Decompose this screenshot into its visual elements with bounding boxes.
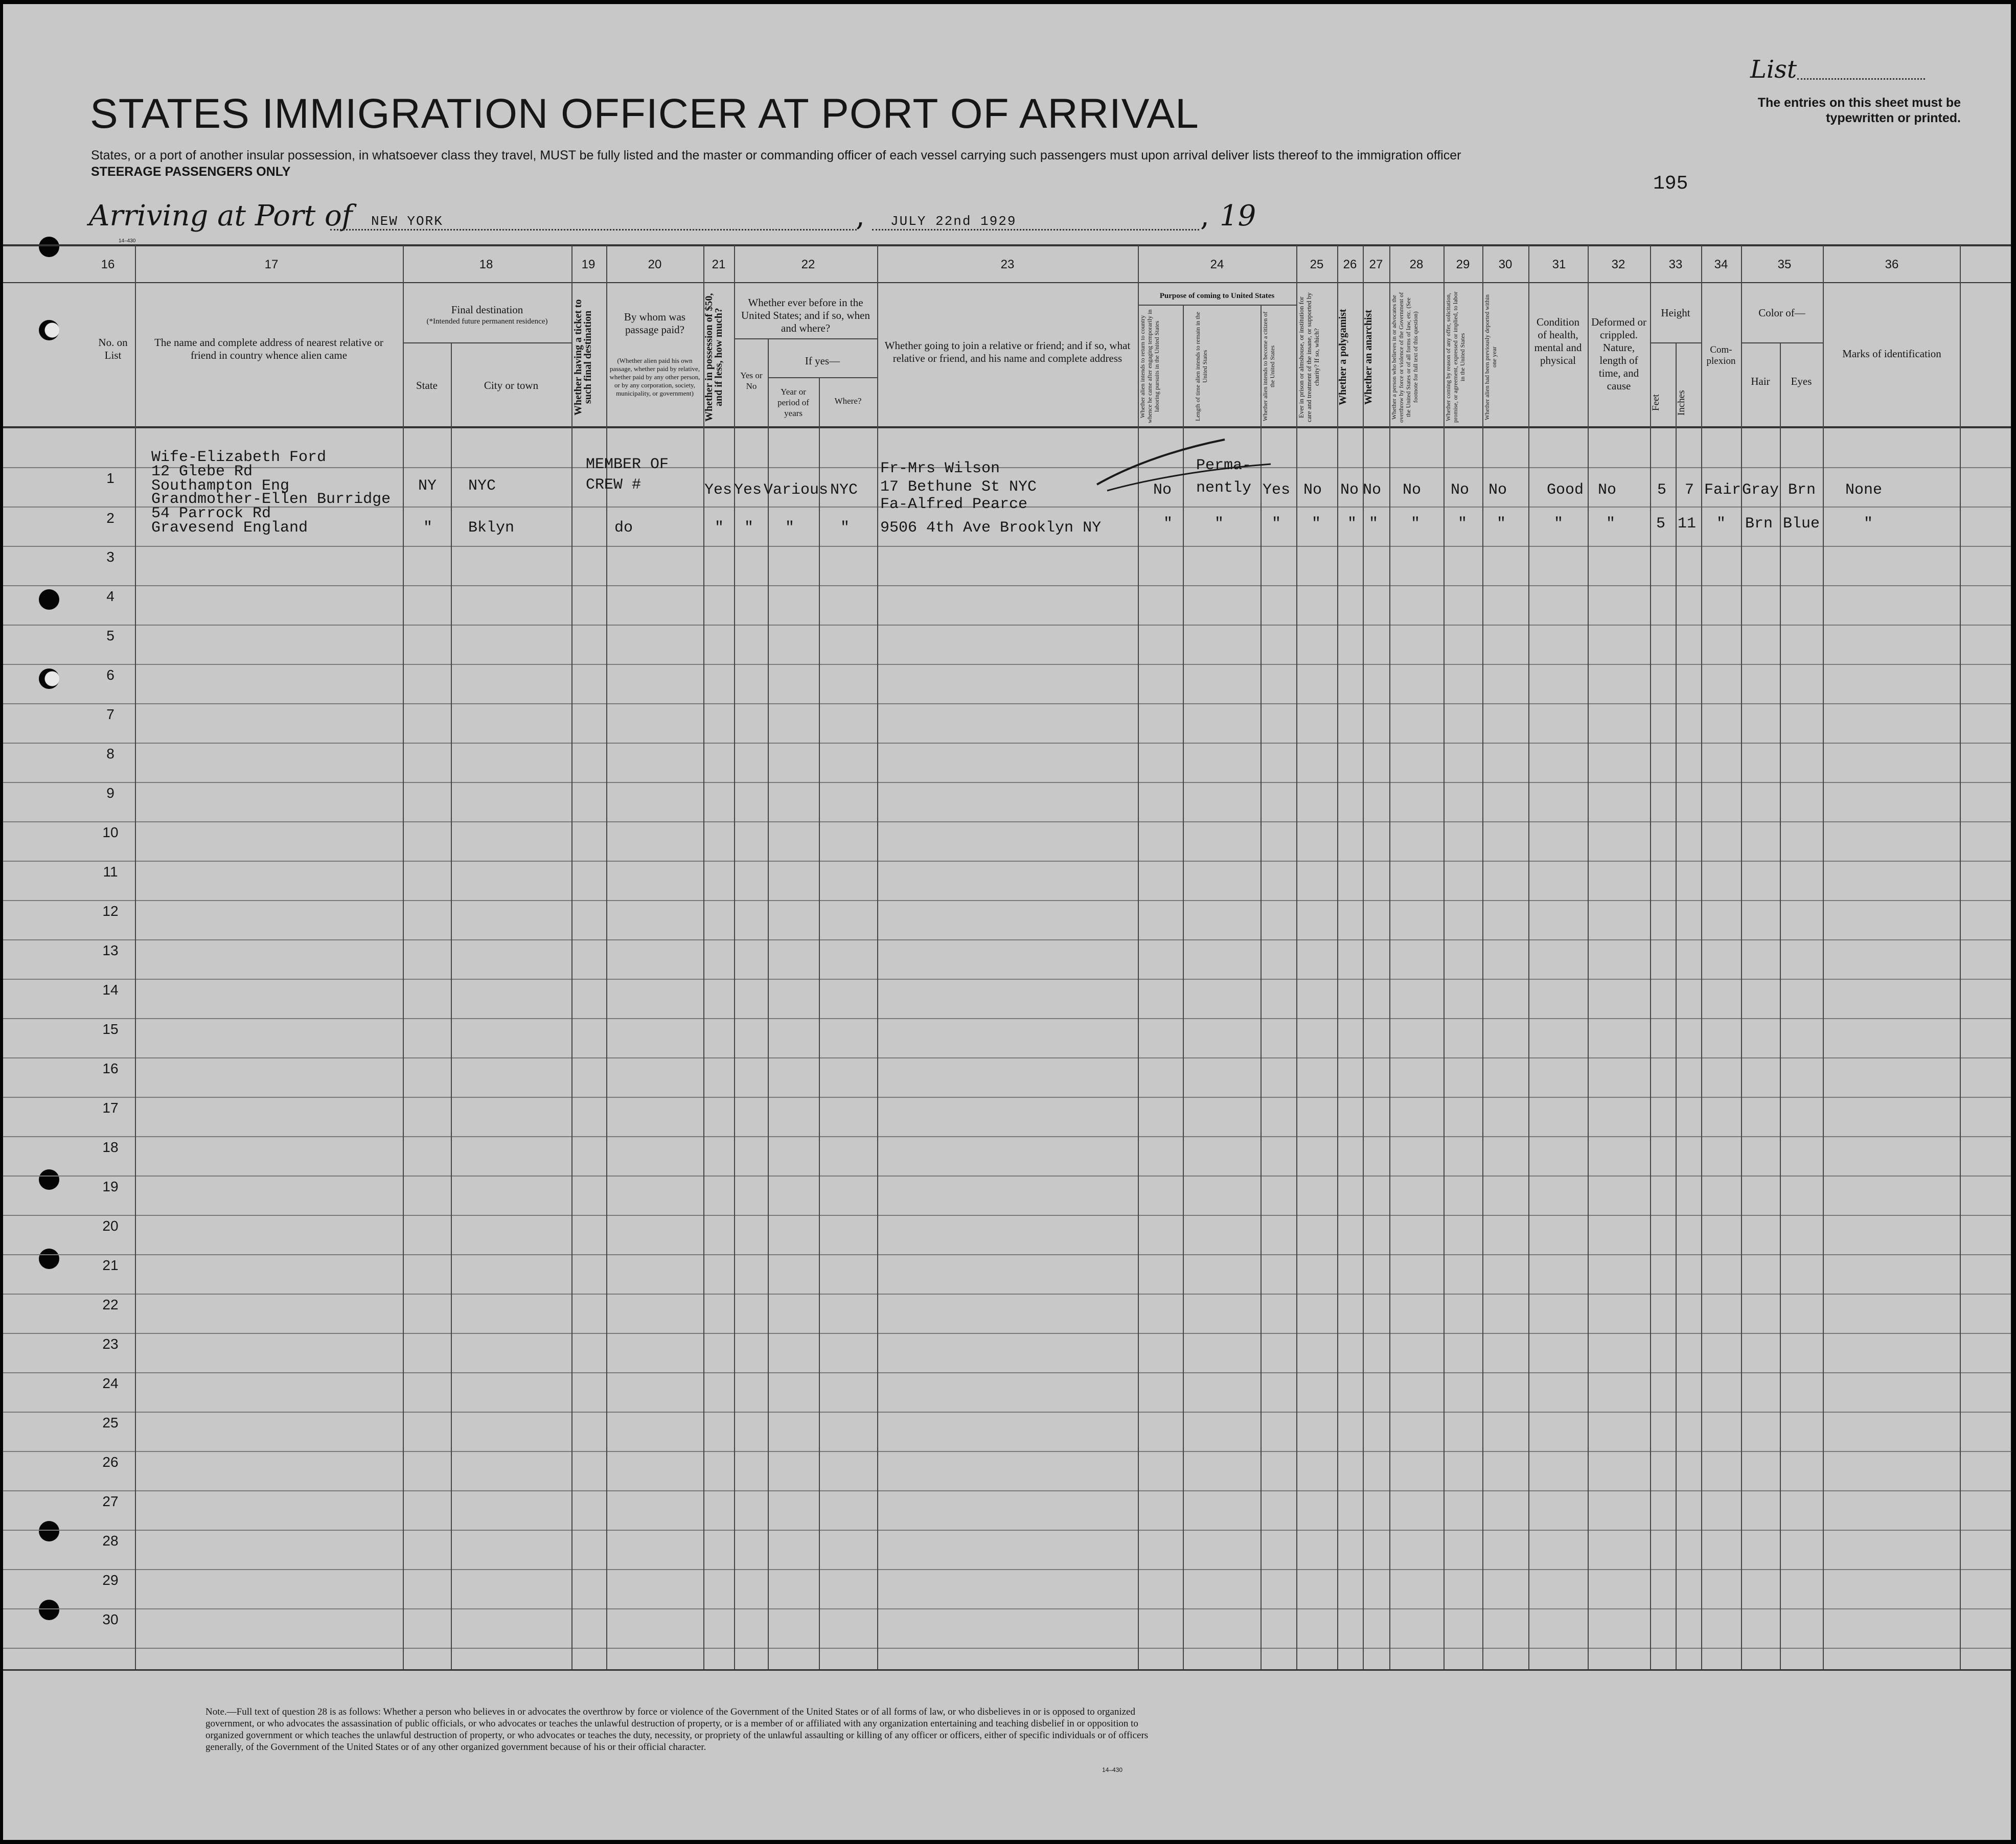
entry-state: NY <box>418 477 437 495</box>
row-number: 4 <box>106 588 114 604</box>
manifest-sheet <box>3 4 2011 1840</box>
header-ticket: Whether having a ticket to such final destination <box>572 299 593 416</box>
row-rule <box>3 1648 2011 1649</box>
header-color-of: Color of— <box>1758 307 1805 319</box>
row-number: 2 <box>106 510 114 526</box>
entry-passage: MEMBER OF <box>586 456 669 473</box>
entry-before-yes: Yes <box>734 481 762 499</box>
row-rule <box>3 1294 2011 1295</box>
subheader-divider <box>1741 342 1823 343</box>
column-number: 25 <box>1310 258 1324 271</box>
footnote: Note.—Full text of question 28 is as follows: Whether a person who believes in or advocates the overthrow by force or violence of the Government of the United States or of all forms of law, or who disbelieves in or is opposed to organized government, or who advocates the assassination of public officials, or who advocates or teaches the unlawful destruction of property, or is a member of or affiliated with any organization entertaining and teaching disbelief in or opposition to organized government or which teaches the unlawful destruction of property, or who advocates or teaches the duty, necessity, or propriety of the unlawful assaulting or killing of any officer or officers, either of specific individuals or of officers generally, of the Government of the United States or of any other organized government because of his or their official character. <box>205 1707 1149 1753</box>
entry-inches: 7 <box>1685 481 1694 499</box>
entry-length: nently <box>1196 479 1252 497</box>
entry-complexion: " <box>1716 515 1726 533</box>
column-line <box>734 245 735 1669</box>
row-number: 8 <box>106 746 114 762</box>
subheader-divider <box>768 377 877 378</box>
header-return-intent: Whether alien intends to return to country whence he came after engaging temporarily in laboring pursuits in the United States <box>1139 309 1160 424</box>
row-number: 19 <box>102 1179 119 1194</box>
row-rule <box>3 625 2011 626</box>
form-number-bottom: 14–430 <box>1102 1766 1123 1773</box>
header-final-destination-note: (*Intended future permanent residence) <box>426 317 548 326</box>
column-number: 24 <box>1210 258 1224 271</box>
punch-hole-icon <box>39 237 59 257</box>
header-passage-paid: By whom was passage paid? <box>624 311 686 336</box>
header-if-yes: If yes— <box>805 355 840 367</box>
row-number: 14 <box>102 982 119 998</box>
column-number-divider <box>3 282 2011 283</box>
column-number: 27 <box>1369 258 1383 271</box>
row-rule <box>3 585 2011 586</box>
column-line <box>1741 245 1742 1669</box>
column-line <box>1528 245 1529 1669</box>
column-line <box>703 245 704 1669</box>
entry-health: Good <box>1547 481 1584 499</box>
row-number: 23 <box>102 1336 119 1352</box>
row-rule <box>3 1451 2011 1452</box>
column-line <box>1650 245 1651 1669</box>
column-number: 36 <box>1885 258 1899 271</box>
column-number: 23 <box>1000 258 1015 271</box>
row-number: 7 <box>106 706 114 722</box>
header-q28: Whether a person who believes in or advocates the overthrow by force or violence of the Government of the United States or of all forms of law, etc. (See footnote for full text of this question) <box>1390 292 1419 423</box>
row-number: 24 <box>102 1375 119 1391</box>
row-number: 20 <box>102 1218 119 1234</box>
header-anarchist: Whether an anarchist <box>1363 310 1374 405</box>
row-rule <box>3 861 2011 862</box>
list-label: List <box>1750 55 1797 84</box>
header-eyes: Eyes <box>1791 375 1812 387</box>
row-number: 9 <box>106 785 114 801</box>
entry-polygamist: No <box>1340 481 1359 499</box>
entry-anarchist: " <box>1369 515 1379 533</box>
row-rule <box>3 1608 2011 1609</box>
column-line <box>1296 245 1297 1669</box>
row-number: 11 <box>103 864 118 880</box>
entry-anarchist: No <box>1363 481 1382 499</box>
row-rule <box>3 1215 2011 1216</box>
entry-relative-address: 12 Glebe Rd <box>151 463 253 480</box>
port-value: NEW YORK <box>371 214 443 229</box>
header-state: State <box>416 379 438 391</box>
punch-hole-icon <box>39 1169 59 1190</box>
entry-join-relative: Fa-Alfred Pearce <box>880 496 1028 513</box>
column-number: 19 <box>581 258 595 271</box>
row-number: 26 <box>102 1454 119 1470</box>
column-line <box>1389 245 1390 1669</box>
entry-passage: CREW # <box>586 476 642 494</box>
entry-fifty-dollars: " <box>715 519 724 537</box>
row-rule <box>3 1530 2011 1531</box>
header-length-of-stay: Length of time alien intends to remain in the United States <box>1194 312 1208 421</box>
column-number: 35 <box>1777 258 1792 271</box>
entry-marks: None <box>1845 481 1883 499</box>
row-number: 16 <box>102 1061 119 1076</box>
entry-marks: " <box>1864 515 1873 533</box>
header-health: Condition of health, mental and physical <box>1534 316 1582 366</box>
row-number: 21 <box>102 1257 119 1273</box>
header-year-period: Year or period of years <box>777 387 809 418</box>
form-number-top: 14–430 <box>119 238 136 244</box>
entry-city: Bklyn <box>468 519 515 537</box>
column-line <box>1183 306 1184 1669</box>
header-relative-address: The name and complete address of nearest relative or friend in country whence alien came <box>154 336 383 361</box>
subheader-divider <box>403 342 571 343</box>
column-line <box>451 343 452 1669</box>
row-rule <box>3 900 2011 901</box>
entry-eyes: Brn <box>1788 481 1816 499</box>
header-hair: Hair <box>1751 375 1770 387</box>
row-rule <box>3 1175 2011 1177</box>
punch-hole-icon <box>39 669 59 689</box>
entry-relative-name: Grandmother-Ellen Burridge <box>151 491 391 508</box>
row-rule <box>3 1097 2011 1098</box>
entry-hair: Gray <box>1742 481 1779 499</box>
entry-before-yes: " <box>744 519 754 537</box>
entry-citizen: Yes <box>1263 481 1291 499</box>
table-top-border <box>3 244 2011 246</box>
entry-complexion: Fair <box>1704 481 1742 499</box>
column-line <box>1701 245 1702 1669</box>
row-rule <box>3 1569 2011 1570</box>
entry-state: " <box>423 519 433 537</box>
column-number: 22 <box>801 258 815 271</box>
column-line <box>1444 245 1445 1669</box>
header-purpose: Purpose of coming to United States <box>1159 292 1275 300</box>
column-number: 26 <box>1343 258 1357 271</box>
row-rule <box>3 979 2011 980</box>
typewritten-note: The entries on this sheet must be typewritten or printed. <box>1757 96 1961 125</box>
entry-q30: " <box>1497 515 1506 533</box>
header-final-destination: Final destination <box>451 304 523 316</box>
row-number: 17 <box>102 1100 119 1116</box>
arriving-label: Arriving at Port of <box>89 199 353 233</box>
entry-before-where: " <box>840 519 850 537</box>
row-number: 22 <box>102 1297 119 1312</box>
entry-before-years: " <box>785 519 795 537</box>
row-number: 15 <box>102 1021 119 1037</box>
row-rule <box>3 467 2011 468</box>
date-line <box>872 229 1199 230</box>
column-number: 29 <box>1456 258 1470 271</box>
column-line <box>1363 245 1364 1669</box>
row-rule <box>3 821 2011 822</box>
column-number: 18 <box>479 258 493 271</box>
row-rule <box>3 1412 2011 1413</box>
entry-health: " <box>1554 515 1564 533</box>
entry-inches: 11 <box>1678 515 1697 533</box>
handwritten-stroke-icon <box>1092 433 1286 495</box>
punch-hole-icon <box>39 1521 59 1541</box>
subheader-divider <box>1138 305 1296 306</box>
entry-feet: 5 <box>1656 515 1666 533</box>
entry-join-address: 9506 4th Ave Brooklyn NY <box>880 519 1102 537</box>
header-citizen-intent: Whether alien intends to become a citizen of the United States <box>1262 311 1276 422</box>
row-rule <box>3 782 2011 783</box>
row-rule <box>3 1333 2011 1334</box>
column-number: 28 <box>1409 258 1424 271</box>
row-rule <box>3 1490 2011 1491</box>
row-rule <box>3 1372 2011 1373</box>
row-number: 28 <box>102 1533 119 1549</box>
entry-return: No <box>1153 481 1172 499</box>
header-inches: Inches <box>1676 390 1687 416</box>
column-line <box>819 378 820 1669</box>
header-fifty-dollars: Whether in possession of $50, and if less, how much? <box>703 293 724 422</box>
column-number: 32 <box>1611 258 1625 271</box>
row-rule <box>3 703 2011 704</box>
punch-hole-icon <box>39 320 59 340</box>
punch-hole-icon <box>39 1600 59 1620</box>
entry-join-address: 17 Bethune St NYC <box>880 478 1037 496</box>
sheet-number: 195 <box>1653 173 1688 195</box>
entry-join-relative: Fr-Mrs Wilson <box>880 460 1000 477</box>
row-number: 29 <box>102 1572 119 1588</box>
entry-hair: Brn <box>1745 515 1773 533</box>
column-line <box>1482 245 1483 1669</box>
column-line <box>403 245 404 1669</box>
column-line <box>1261 306 1262 1669</box>
entry-citizen: " <box>1272 515 1281 533</box>
header-polygamist: Whether a polygamist <box>1337 309 1348 406</box>
column-number: 20 <box>648 258 662 271</box>
entry-q30: No <box>1488 481 1507 499</box>
row-number: 13 <box>102 942 119 958</box>
row-number: 6 <box>106 667 114 683</box>
header-q29: Whether coming by reason of any offer, solicitation, promise, or agreement, expressed or implied, to labor in the United States <box>1445 291 1466 423</box>
header-yes-or-no: Yes or No <box>740 371 763 391</box>
page-title: STATES IMMIGRATION OFFICER AT PORT OF ARRIVAL <box>90 90 1199 137</box>
entry-return: " <box>1163 515 1173 533</box>
column-number: 33 <box>1668 258 1683 271</box>
row-number: 5 <box>106 628 114 643</box>
column-number: 16 <box>101 258 115 271</box>
entry-polygamist: " <box>1347 515 1357 533</box>
header-passage-paid-note: (Whether alien paid his own passage, whether paid by relative, whether paid by any other person, or by any corporation, society, municipality, or government) <box>609 357 700 397</box>
column-line <box>571 245 572 1669</box>
entry-q29: No <box>1451 481 1470 499</box>
entry-prison: No <box>1303 481 1322 499</box>
column-number: 34 <box>1714 258 1728 271</box>
header-height: Height <box>1661 307 1690 319</box>
column-line <box>1780 343 1781 1669</box>
column-line <box>1337 245 1338 1669</box>
header-no-on-list: No. on List <box>98 336 128 361</box>
date-value: JULY 22nd 1929 <box>890 214 1017 229</box>
column-line <box>1960 245 1961 1669</box>
header-marks: Marks of identification <box>1842 348 1941 360</box>
entry-relative-address: Southampton Eng <box>151 477 290 495</box>
entry-relative-address: Gravesend England <box>151 519 308 537</box>
entry-length: " <box>1215 515 1224 533</box>
column-number: 31 <box>1552 258 1566 271</box>
subheader-divider <box>734 338 877 339</box>
port-line <box>330 229 857 230</box>
column-line <box>1676 343 1677 1669</box>
row-rule <box>3 1057 2011 1058</box>
row-number: 10 <box>102 824 119 840</box>
comma-1: , <box>856 199 865 233</box>
intro-subtitle: STEERAGE PASSENGERS ONLY <box>91 165 291 179</box>
column-number: 17 <box>264 258 279 271</box>
header-deformed: Deformed or crippled. Nature, length of time, and cause <box>1591 316 1646 392</box>
entry-deformed: No <box>1598 481 1617 499</box>
header-ever-before-us: Whether ever before in the United States; and if so, when and where? <box>741 296 870 334</box>
row-rule <box>3 664 2011 665</box>
column-line <box>1588 245 1589 1669</box>
entry-q28: No <box>1403 481 1422 499</box>
entry-before-where: NYC <box>830 481 858 499</box>
table-bottom-border <box>3 1669 2011 1671</box>
entry-relative-address: 54 Parrock Rd <box>151 505 271 522</box>
entry-before-years: Various <box>764 481 829 499</box>
entry-q29: " <box>1458 515 1468 533</box>
column-number: 30 <box>1498 258 1513 271</box>
column-line <box>1823 245 1824 1669</box>
entry-relative-name: Wife-Elizabeth Ford <box>151 449 327 466</box>
entry-feet: 5 <box>1657 481 1667 499</box>
row-number: 27 <box>102 1493 119 1509</box>
row-number: 3 <box>106 549 114 565</box>
punch-hole-icon <box>39 1249 59 1269</box>
entry-q28: " <box>1411 515 1421 533</box>
row-number: 25 <box>102 1415 119 1431</box>
entry-prison: " <box>1312 515 1321 533</box>
entry-passage: do <box>614 519 633 537</box>
entry-eyes: Blue <box>1783 515 1820 533</box>
row-rule <box>3 1136 2011 1137</box>
row-rule <box>3 1254 2011 1255</box>
row-number: 12 <box>102 903 119 919</box>
entry-fifty-dollars: Yes <box>704 481 732 499</box>
subheader-divider <box>1650 342 1701 343</box>
row-rule <box>3 743 2011 744</box>
row-rule <box>3 546 2011 547</box>
header-complexion: Com-plexion <box>1706 344 1736 366</box>
header-city: City or town <box>484 379 539 391</box>
header-join-relative: Whether going to join a relative or friend; and if so, what relative or friend, and his name and complete address <box>884 339 1131 364</box>
entry-city: NYC <box>468 477 496 495</box>
header-q30: Whether alien had been previously deported within one year <box>1483 294 1498 420</box>
header-prison: Ever in prison or almshouse, or institution for care and treatment of the insane, or supported by charity? If so, which? <box>1297 292 1320 422</box>
column-line <box>768 339 769 1669</box>
row-rule <box>3 939 2011 940</box>
list-number-line <box>1797 78 1925 80</box>
row-rule <box>3 1018 2011 1019</box>
column-line <box>877 245 878 1669</box>
comma-2: , <box>1200 199 1209 233</box>
entry-length: Perma- <box>1196 457 1252 474</box>
row-number: 1 <box>106 470 114 486</box>
row-number: 30 <box>102 1611 119 1627</box>
column-number: 21 <box>712 258 726 271</box>
header-where: Where? <box>834 396 862 406</box>
row-number: 18 <box>102 1139 119 1155</box>
punch-hole-icon <box>39 589 59 610</box>
entry-deformed: " <box>1606 515 1616 533</box>
intro-text: States, or a port of another insular possession, in whatsoever class they travel, MUST be fully listed and the master or commanding officer of each vessel carrying such passengers must upon arrival deliver lists thereof to the immigration officer <box>91 148 1461 163</box>
header-feet: Feet <box>1651 394 1661 411</box>
year-prefix: 19 <box>1220 199 1256 233</box>
header-bottom-border <box>3 426 2011 428</box>
